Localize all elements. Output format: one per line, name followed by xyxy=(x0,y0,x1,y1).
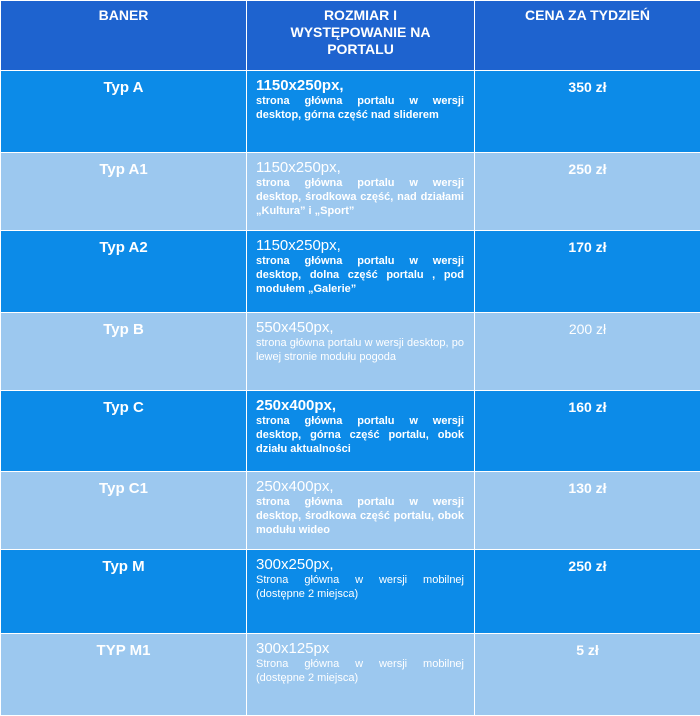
banner-size: 250x400px, xyxy=(256,397,464,414)
table-row xyxy=(1,472,700,550)
banner-price: 350 zł xyxy=(475,71,700,153)
banner-size: 1150x250px, xyxy=(256,159,464,176)
banner-name: TYP M1 xyxy=(1,634,247,716)
banner-placement: strona główna portalu w wersji desktop, górna część nad sliderem xyxy=(256,94,464,122)
banner-name: Typ B xyxy=(1,313,247,391)
banner-description xyxy=(247,391,475,472)
table-row xyxy=(1,313,700,391)
banner-description xyxy=(247,153,475,231)
banner-placement: strona główna portalu w wersji desktop, dolna część portalu , pod modułem „Galerie” xyxy=(256,254,464,296)
banner-description xyxy=(247,71,475,153)
banner-price: 5 zł xyxy=(475,634,700,716)
banner-description xyxy=(247,313,475,391)
table-row xyxy=(1,550,700,634)
banner-size: 1150x250px, xyxy=(256,237,464,254)
banner-size: 550x450px, xyxy=(256,319,464,336)
table-row xyxy=(1,634,700,716)
banner-size: 300x250px, xyxy=(256,556,464,573)
header-size-placement: ROZMIAR I WYSTĘPOWANIE NA PORTALU xyxy=(247,1,475,71)
banner-placement: Strona główna w wersji mobilnej (dostępne 2 miejsca) xyxy=(256,573,464,601)
banner-description xyxy=(247,472,475,550)
banner-description xyxy=(247,231,475,313)
table-row xyxy=(1,153,700,231)
banner-price: 200 zł xyxy=(475,313,700,391)
header-banner: BANER xyxy=(1,1,247,71)
header-weekly-price: CENA ZA TYDZIEŃ xyxy=(475,1,700,71)
banner-name: Typ C1 xyxy=(1,472,247,550)
banner-price: 170 zł xyxy=(475,231,700,313)
banner-price: 250 zł xyxy=(475,550,700,634)
banner-placement: strona główna portalu w wersji desktop, górna część portalu, obok działu aktualności xyxy=(256,414,464,456)
banner-placement: strona główna portalu w wersji desktop, środkowa część portalu, obok modułu wideo xyxy=(256,495,464,537)
banner-name: Typ A1 xyxy=(1,153,247,231)
banner-description xyxy=(247,550,475,634)
table-row xyxy=(1,231,700,313)
banner-name: Typ M xyxy=(1,550,247,634)
banner-name: Typ A2 xyxy=(1,231,247,313)
banner-placement: strona główna portalu w wersji desktop, środkowa część, nad działami „Kultura” i „Sport” xyxy=(256,176,464,218)
banner-placement: strona główna portalu w wersji desktop, po lewej stronie modułu pogoda xyxy=(256,336,464,364)
table-row xyxy=(1,71,700,153)
banner-price: 130 zł xyxy=(475,472,700,550)
banner-name: Typ A xyxy=(1,71,247,153)
banner-price: 160 zł xyxy=(475,391,700,472)
banner-price: 250 zł xyxy=(475,153,700,231)
banner-description xyxy=(247,634,475,716)
banner-size: 1150x250px, xyxy=(256,77,464,94)
banner-size: 250x400px, xyxy=(256,478,464,495)
banner-name: Typ C xyxy=(1,391,247,472)
table-row xyxy=(1,391,700,472)
banner-placement: Strona główna w wersji mobilnej (dostępne 2 miejsca) xyxy=(256,657,464,685)
banner-size: 300x125px xyxy=(256,640,464,657)
table-header-row xyxy=(1,1,700,71)
